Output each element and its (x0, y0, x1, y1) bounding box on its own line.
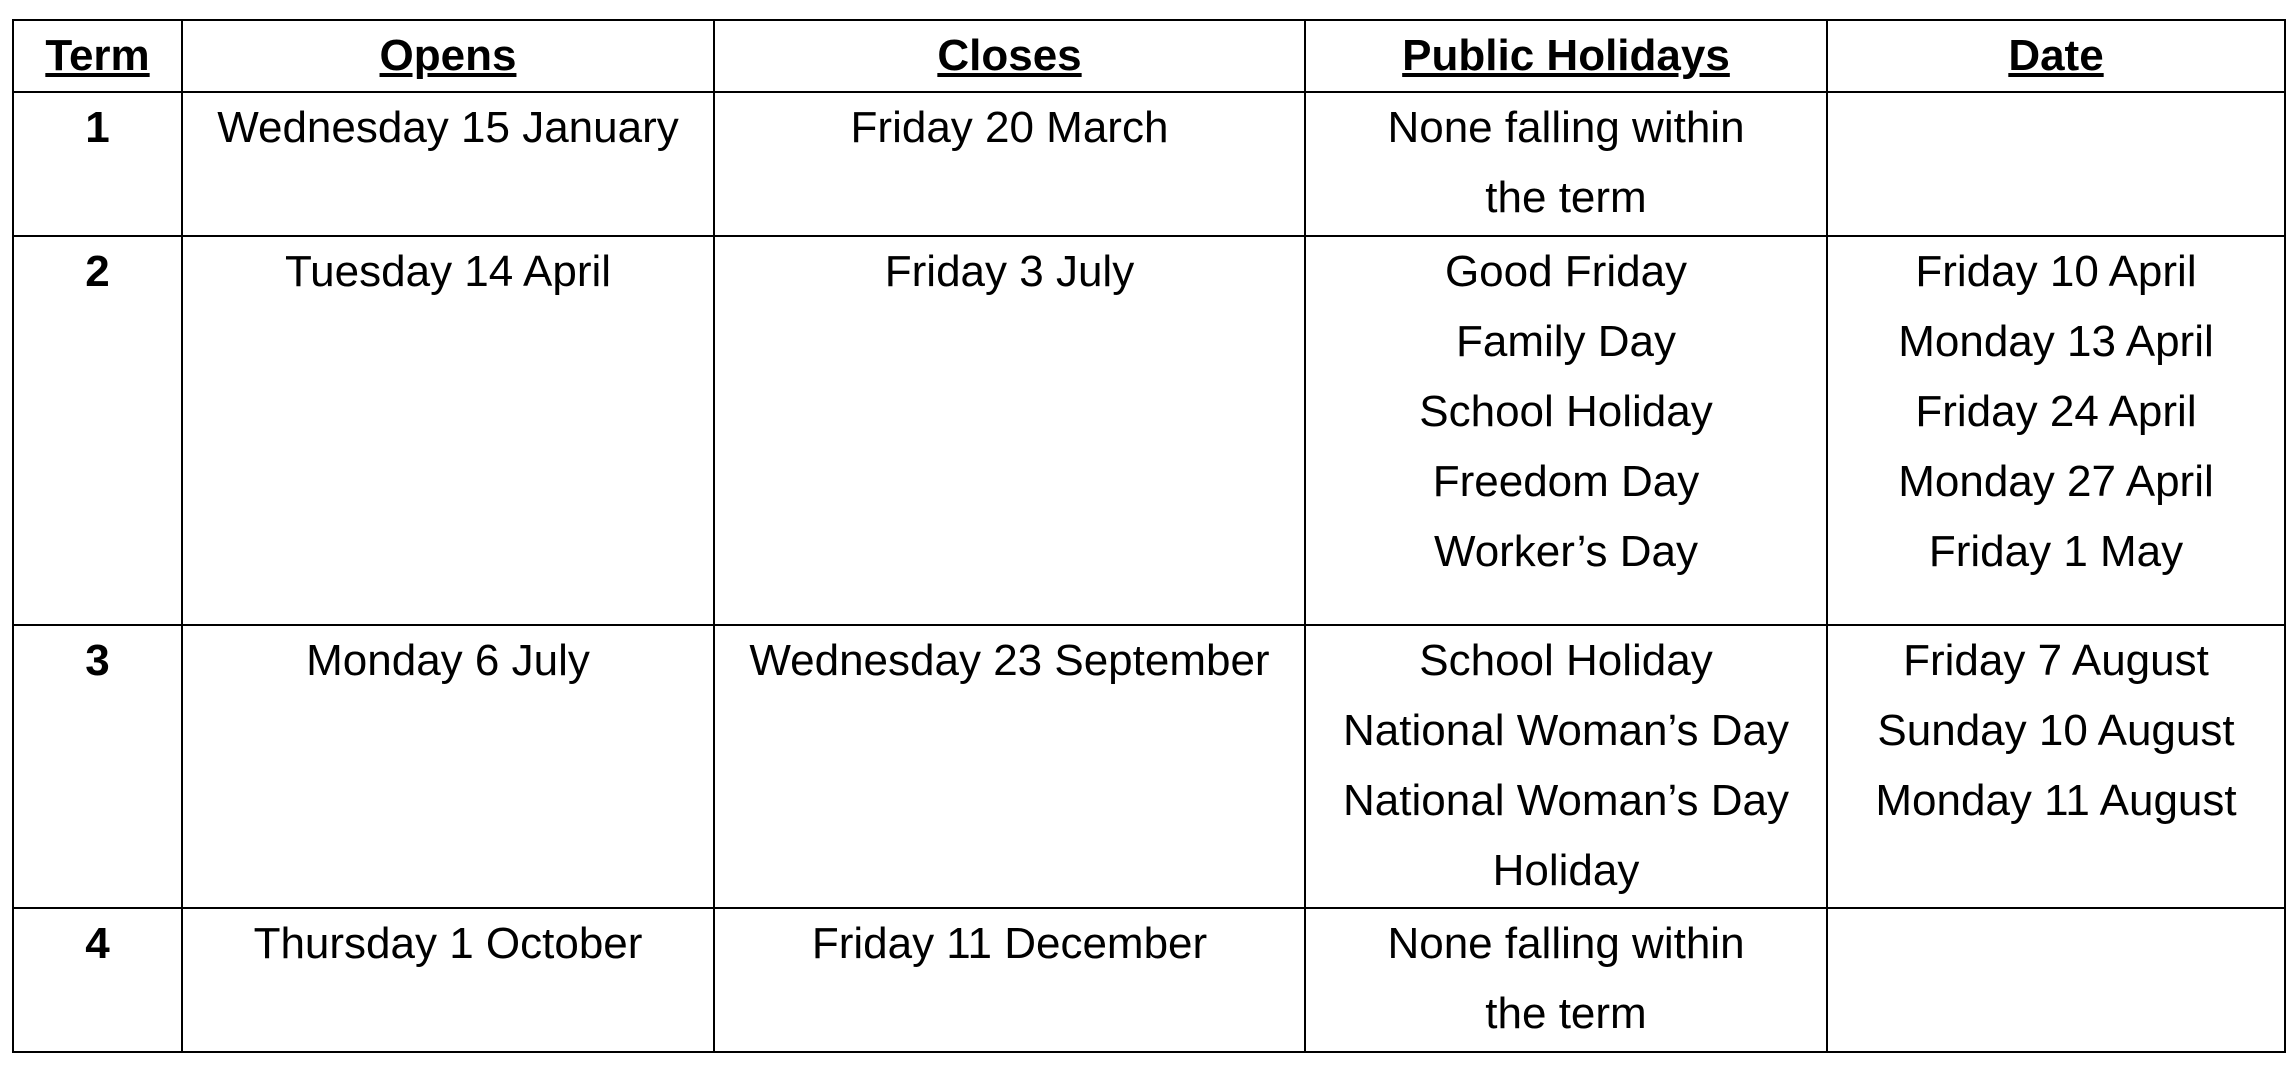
holiday-date: Monday 13 April (1898, 317, 2214, 366)
term-calendar-table (12, 19, 2286, 1053)
holiday-name: School Holiday (1419, 636, 1713, 685)
opens-cell: Wednesday 15 January (182, 92, 714, 236)
term-number: 4 (13, 908, 182, 1052)
table-row (13, 236, 2285, 625)
closes-cell: Friday 20 March (714, 92, 1305, 236)
opens-cell: Thursday 1 October (182, 908, 714, 1052)
holiday-date: Friday 24 April (1915, 387, 2197, 436)
holiday-date: Friday 7 August (1903, 636, 2209, 685)
holiday-name: the term (1485, 173, 1647, 222)
table-row (13, 625, 2285, 908)
closes-cell: Friday 11 December (714, 908, 1305, 1052)
header-opens: Opens (182, 20, 714, 92)
header-date: Date (1827, 20, 2285, 92)
holiday-date: Friday 1 May (1928, 527, 2184, 576)
holiday-name: Freedom Day (1432, 457, 1700, 506)
holiday-name: Holiday (1492, 846, 1640, 895)
opens-cell: Monday 6 July (182, 625, 714, 908)
holiday-name: School Holiday (1419, 387, 1713, 436)
header-closes: Closes (714, 20, 1305, 92)
holidays-cell (1305, 908, 1827, 1052)
opens-cell: Tuesday 14 April (182, 236, 714, 625)
term-number: 2 (13, 236, 182, 625)
header-term: Term (13, 20, 182, 92)
term-number: 1 (13, 92, 182, 236)
term-number: 3 (13, 625, 182, 908)
header-row (13, 20, 2285, 92)
header-public-holidays: Public Holidays (1305, 20, 1827, 92)
holiday-name: None falling within (1387, 919, 1745, 968)
holiday-date: Monday 11 August (1875, 776, 2237, 825)
date-cell (1827, 236, 2285, 625)
holiday-name: National Woman’s Day (1343, 706, 1789, 755)
holiday-name: None falling within (1387, 103, 1745, 152)
holiday-date: Friday 10 April (1915, 247, 2197, 296)
holidays-cell (1305, 236, 1827, 625)
holiday-date: Monday 27 April (1898, 457, 2214, 506)
holiday-name: Worker’s Day (1433, 527, 1699, 576)
closes-cell: Friday 3 July (714, 236, 1305, 625)
holiday-name: Good Friday (1444, 247, 1688, 296)
holiday-name: the term (1485, 989, 1647, 1038)
closes-cell: Wednesday 23 September (714, 625, 1305, 908)
holidays-cell (1305, 92, 1827, 236)
table-row (13, 92, 2285, 236)
date-cell (1827, 92, 2285, 236)
holiday-name: National Woman’s Day (1343, 776, 1789, 825)
date-cell (1827, 908, 2285, 1052)
holiday-date: Sunday 10 August (1877, 706, 2235, 755)
table-row (13, 908, 2285, 1052)
holidays-cell (1305, 625, 1827, 908)
holiday-name: Family Day (1455, 317, 1677, 366)
date-cell (1827, 625, 2285, 908)
